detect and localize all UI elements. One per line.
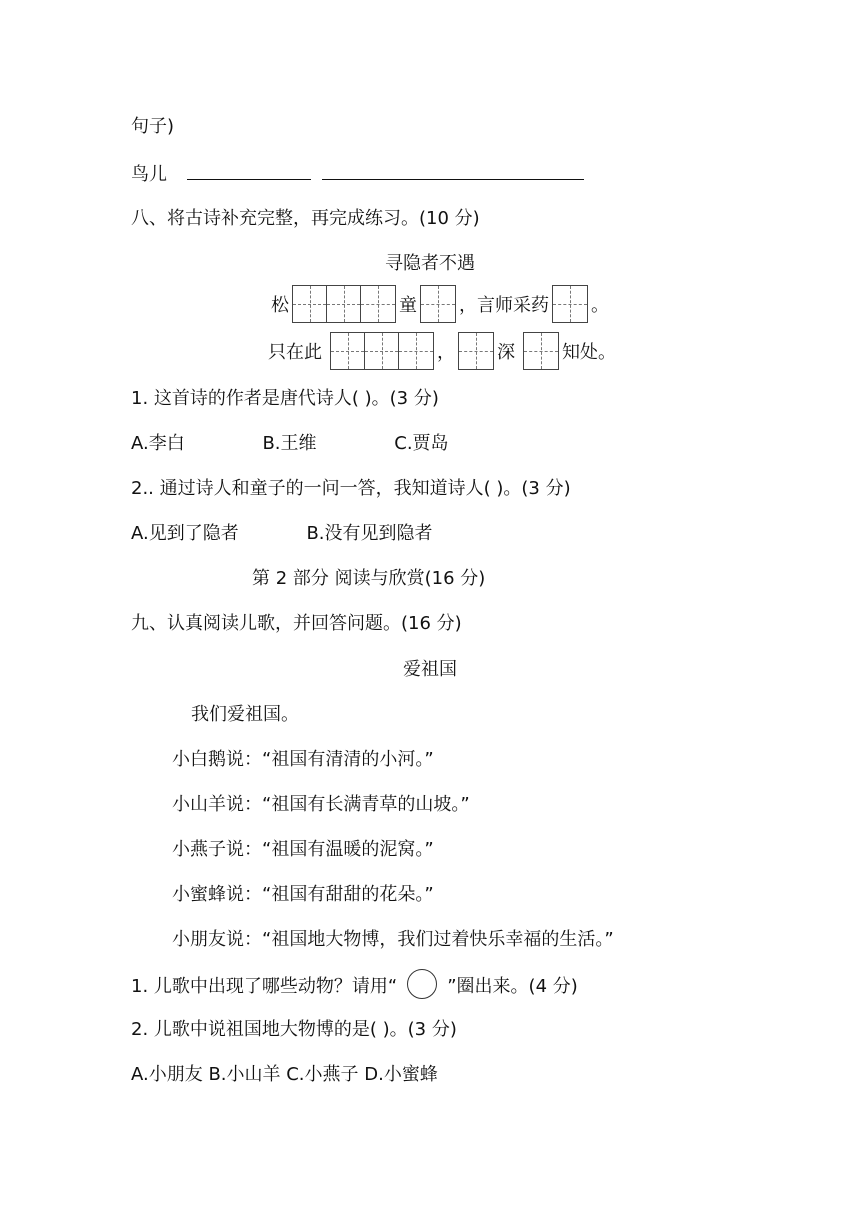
char-box[interactable] <box>327 286 361 322</box>
char-box[interactable] <box>421 286 455 322</box>
part-2-heading: 第 2 部分 阅读与欣赏(16 分) <box>252 568 486 589</box>
reading-question-1 <box>131 972 578 1002</box>
song-title: 爱祖国 <box>403 659 457 680</box>
char-grid-1b[interactable] <box>552 285 588 323</box>
poem-text-yanshi: ，言师采药 <box>459 295 549 316</box>
poem-text-zhizaici: 只在此 <box>268 342 322 363</box>
char-box[interactable] <box>365 333 399 369</box>
option-b[interactable]: B.没有见到隐者 <box>306 523 433 544</box>
question-text-start: 1. 儿歌中出现了哪些动物？请用“ <box>131 976 398 997</box>
char-box[interactable] <box>524 333 558 369</box>
question-2: 2.. 通过诗人和童子的一问一答，我知道诗人( )。(3 分) <box>131 478 571 499</box>
poem-line-1 <box>271 285 609 323</box>
char-grid-3[interactable] <box>292 285 396 323</box>
song-line-3: 小山羊说：“祖国有长满青草的山坡。” <box>172 794 470 815</box>
char-grid-1[interactable] <box>420 285 456 323</box>
option-a[interactable]: A.见到了隐者 <box>131 523 239 544</box>
section-9-heading: 九、认真阅读儿歌，并回答问题。(16 分) <box>131 613 462 634</box>
reading-question-2: 2. 儿歌中说祖国地大物博的是( )。(3 分) <box>131 1019 457 1040</box>
bird-sentence-line <box>131 161 584 188</box>
question-1-options <box>131 431 449 457</box>
question-1: 1. 这首诗的作者是唐代诗人( )。(3 分) <box>131 388 439 409</box>
char-box[interactable] <box>553 286 587 322</box>
song-line-6: 小朋友说：“祖国地大物博，我们过着快乐幸福的生活。” <box>172 929 614 950</box>
poem-text-zhichu: 知处。 <box>562 342 616 363</box>
char-grid-1c[interactable] <box>458 332 494 370</box>
char-box[interactable] <box>399 333 433 369</box>
reading-question-2-options[interactable]: A.小朋友 B.小山羊 C.小燕子 D.小蜜蜂 <box>131 1064 438 1085</box>
poem-comma: ， <box>437 342 455 363</box>
song-line-1: 我们爱祖国。 <box>191 704 299 725</box>
poem-line-2 <box>268 332 616 370</box>
question-2-options <box>131 521 433 547</box>
option-c[interactable]: C.贾岛 <box>394 433 449 454</box>
char-box[interactable] <box>331 333 365 369</box>
song-line-2: 小白鹅说：“祖国有清清的小河。” <box>172 749 434 770</box>
poem-char-shen: 深 <box>497 342 515 363</box>
circle-icon <box>407 969 437 999</box>
answer-blank-2[interactable] <box>322 161 584 180</box>
section-8-heading: 八、将古诗补充完整，再完成练习。(10 分) <box>131 208 480 229</box>
char-grid-3b[interactable] <box>330 332 434 370</box>
poem-char-song: 松 <box>271 295 289 316</box>
char-box[interactable] <box>361 286 395 322</box>
song-line-4: 小燕子说：“祖国有温暖的泥窝。” <box>172 839 434 860</box>
char-grid-1d[interactable] <box>523 332 559 370</box>
poem-period: 。 <box>591 295 609 316</box>
poem-title: 寻隐者不遇 <box>385 253 475 274</box>
char-box[interactable] <box>293 286 327 322</box>
question-text-end: ”圈出来。(4 分) <box>447 976 578 997</box>
option-b[interactable]: B.王维 <box>262 433 317 454</box>
option-a[interactable]: A.李白 <box>131 433 185 454</box>
sentence-fragment: 句子) <box>131 116 175 137</box>
song-line-5: 小蜜蜂说：“祖国有甜甜的花朵。” <box>172 884 434 905</box>
bird-label: 鸟儿 <box>131 164 167 185</box>
answer-blank-1[interactable] <box>187 161 311 180</box>
poem-char-tong: 童 <box>399 295 417 316</box>
char-box[interactable] <box>459 333 493 369</box>
